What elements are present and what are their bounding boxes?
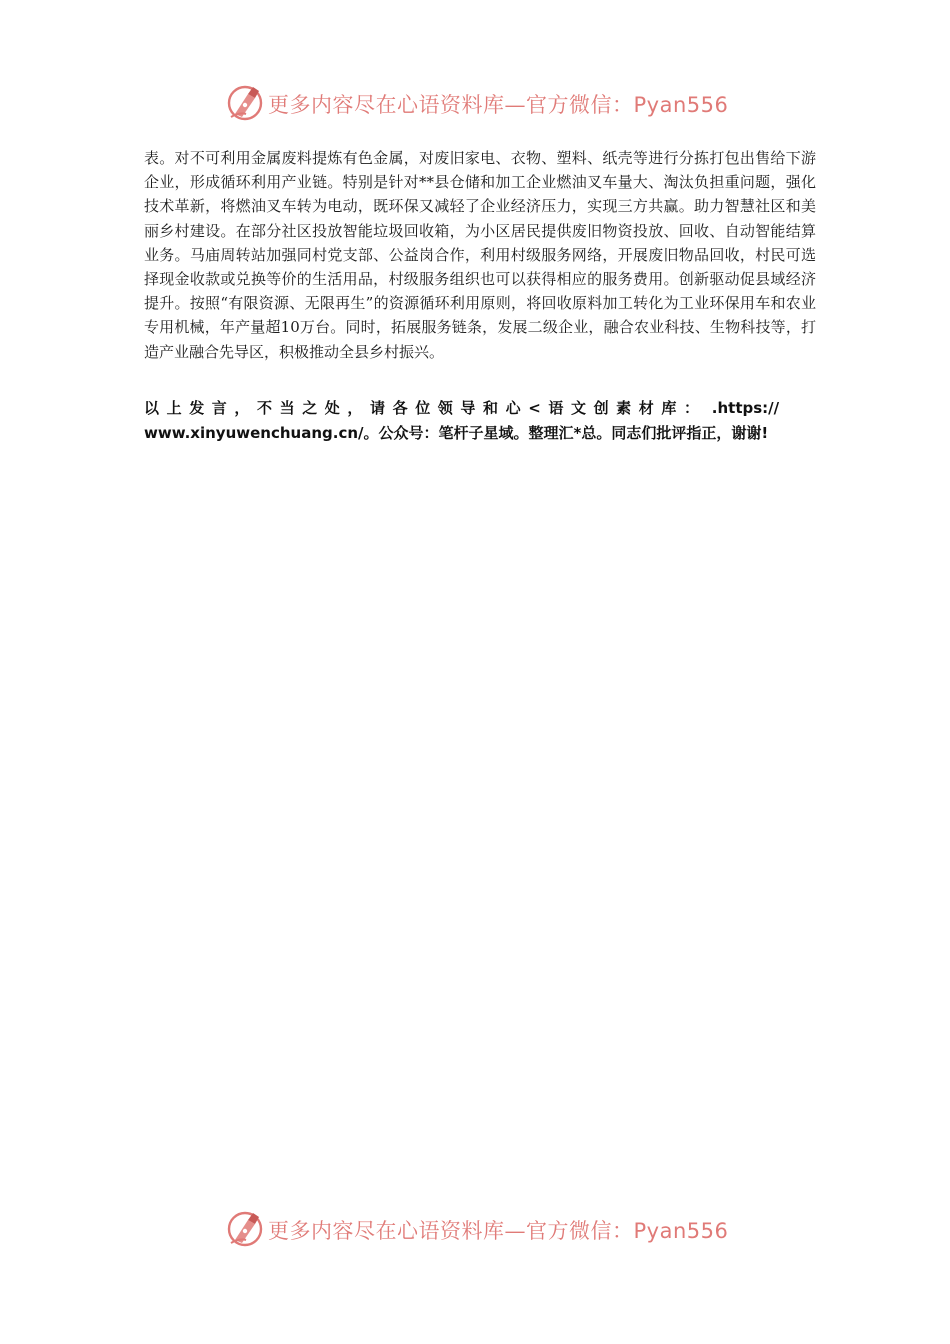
banner-text	[268, 89, 728, 119]
banner-wechat-id: Pyan556	[633, 1219, 729, 1243]
pen-nib-logo-icon	[226, 1210, 264, 1248]
closing-statement	[144, 396, 816, 445]
banner-wechat-id: Pyan556	[633, 93, 729, 117]
footer-banner	[0, 1206, 950, 1252]
closing-line-1	[144, 396, 816, 421]
banner-main-text: 更多内容尽在心语资料库—官方微信：	[268, 93, 634, 117]
closing-line-1-text: 以上发言，不当之处，请各位领导和心<语文创素材库：	[144, 399, 707, 417]
closing-url-prefix: .https://	[706, 399, 780, 417]
banner-main-text: 更多内容尽在心语资料库—官方微信：	[268, 1219, 634, 1243]
pen-nib-logo-icon	[226, 84, 264, 122]
banner-text	[268, 1215, 728, 1245]
header-banner	[0, 80, 950, 126]
closing-line-2: www.xinyuwenchuang.cn/。公众号：笔杆子星域。整理汇*总。同志们批评指正，谢谢!	[144, 423, 769, 442]
paragraph-text: 表。对不可利用金属废料提炼有色金属，对废旧家电、衣物、塑料、纸壳等进行分拣打包出售给下游企业，形成循环利用产业链。特别是针对**县仓储和加工企业燃油叉车量大、淘汰负担重问题，强化技术革新，将燃油叉车转为电动，既环保又减轻了企业经济压力，实现三方共赢。助力智慧社区和美丽乡村建设。在部分社区投放智能垃圾回收箱，为小区居民提供废旧物资投放、回收、自动智能结算业务。马庙周转站加强同村党支部、公益岗合作，利用村级服务网络，开展废旧物品回收，村民可选择现金收款或兑换等价的生活用品，村级服务组织也可以获得相应的服务费用。创新驱动促县域经济提升。按照“有限资源、无限再生”的资源循环利用原则，将回收原料加工转化为工业环保用车和农业专用机械，年产量超10万台。同时，拓展服务链条，发展二级企业，融合农业科技、生物科技等，打造产业融合先导区，积极推动全县乡村振兴。	[144, 149, 816, 361]
body-paragraph	[144, 146, 816, 364]
